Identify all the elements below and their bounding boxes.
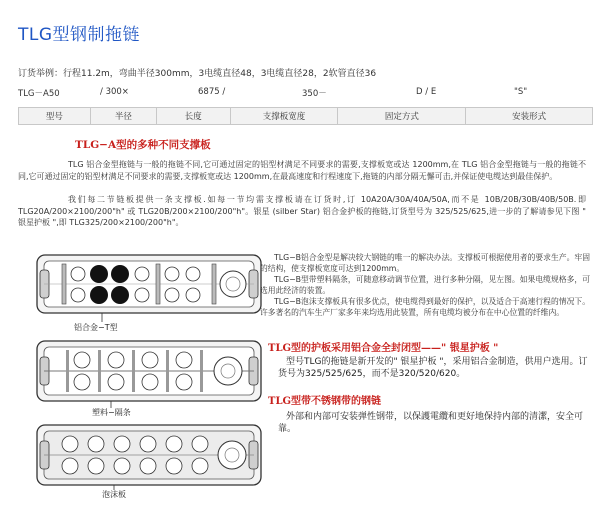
section-a-heading: TLG−A型的多种不同支撑板 bbox=[75, 139, 211, 151]
order-code-model: TLG－A50 bbox=[18, 89, 60, 99]
section-c-text: 外部和内部可安装弹性钢带，以保護電纜和更好地保持内部的清潔，安全可靠。 bbox=[278, 412, 584, 434]
section-c-heading: TLG型带不锈钢带的钢链 bbox=[268, 396, 382, 407]
cross-section-drawing-3 bbox=[36, 422, 262, 502]
order-code-fixing: D / E bbox=[416, 87, 437, 97]
section-a-paragraph-1: TLG 铝合金型拖链与一般的拖链不同,它可通过固定的铝型材满足不同要求的需要,支撑板宽或达 1200mm,在 TLG 铝合金型拖链与一般的拖链不同,它可通过固定的铝型材满足不同要求的需要,支撑板宽或达 1200mm,在最高速度和行程速度下,拖链的内部分隔无懈可击,并保证使电缆达到最佳保护。 bbox=[18, 160, 586, 181]
table-header: 固定方式 bbox=[338, 108, 466, 125]
page-title: TLG型钢制拖链 bbox=[18, 25, 141, 45]
section-b-paragraph-2: TLG−B型带塑料隔条，可随意移动调节位置，进行多种分隔，见左图。如果电缆规格多，可选用此经济的装置。 bbox=[260, 275, 590, 295]
section-silver-text: 型号TLG的拖链是新开发的" 银星护板 "，采用铝合金制造，供用户选用。订货号为325/525/625，而不是320/520/620。 bbox=[278, 357, 588, 379]
section-c-text-block bbox=[278, 411, 590, 435]
drawing-foam-board bbox=[36, 422, 262, 502]
parameter-table bbox=[18, 107, 593, 125]
order-code-length: 6875 / bbox=[198, 87, 226, 97]
table-header: 长度 bbox=[156, 108, 230, 125]
table-header: 型号 bbox=[19, 108, 91, 125]
cross-section-drawing-1 bbox=[36, 250, 262, 336]
drawing-label-plastic: 塑料−隔条 bbox=[92, 408, 131, 417]
drawing-label-aluminium: 铝合金−T型 bbox=[74, 323, 118, 332]
order-code-radius: / 300× bbox=[100, 87, 129, 97]
order-code-mount: "S" bbox=[514, 87, 528, 97]
drawing-plastic-separator bbox=[36, 338, 262, 420]
table-header: 安装形式 bbox=[466, 108, 593, 125]
section-silver-heading: TLG型的护板采用铝合金全封闭型——" 银星护板 " bbox=[268, 343, 499, 354]
table-header-row bbox=[19, 108, 593, 125]
section-b-text bbox=[260, 252, 590, 318]
table-header: 半径 bbox=[90, 108, 156, 125]
drawing-label-foam: 泡沫板 bbox=[102, 490, 126, 499]
order-example: 订货举例：行程11.2m，弯曲半径300mm，3电缆直径48，3电缆直径28，2软管直径36 bbox=[18, 69, 377, 79]
order-code-row bbox=[18, 87, 593, 101]
section-silver-text-block bbox=[278, 356, 590, 380]
table-header: 支撑板宽度 bbox=[230, 108, 338, 125]
order-code-width: 350－ bbox=[302, 89, 327, 99]
section-b-paragraph-1: TLG−B铝合金型是解决较大钢链的唯一的解决办法。支撑板可根据使用者的要求生产。牢固的结构，使支撑板宽度可达到1200mm。 bbox=[260, 253, 590, 273]
drawing-aluminium-t-type bbox=[36, 250, 262, 336]
section-b-paragraph-3: TLG−B泡沫支撑板具有很多优点，使电缆得到最好的保护，以及适合于高速行程的情况下。许多著名的汽车生产厂家多年来均选用此装置，所有电缆均被分布在中心位置的纤维内。 bbox=[260, 297, 590, 317]
cross-section-drawing-2 bbox=[36, 338, 262, 420]
section-a-paragraph-2: 我们每二节链板提供一条支撑板.如每一节均需支撑板请在订货时,订 10A20A/30A/40A/50A,而不是 10B/20B/30B/40B/50B.即 TLG20A/200×2100/200"h" 或 TLG20B/200×2100/200"h"。银星 (silber Star) 铝合金护板的拖链,订货型号为 325/525/625,进一步的了解请参见下图 " 银星护板 ",即 TLG325/200×2100/200"h"。 bbox=[18, 195, 586, 227]
